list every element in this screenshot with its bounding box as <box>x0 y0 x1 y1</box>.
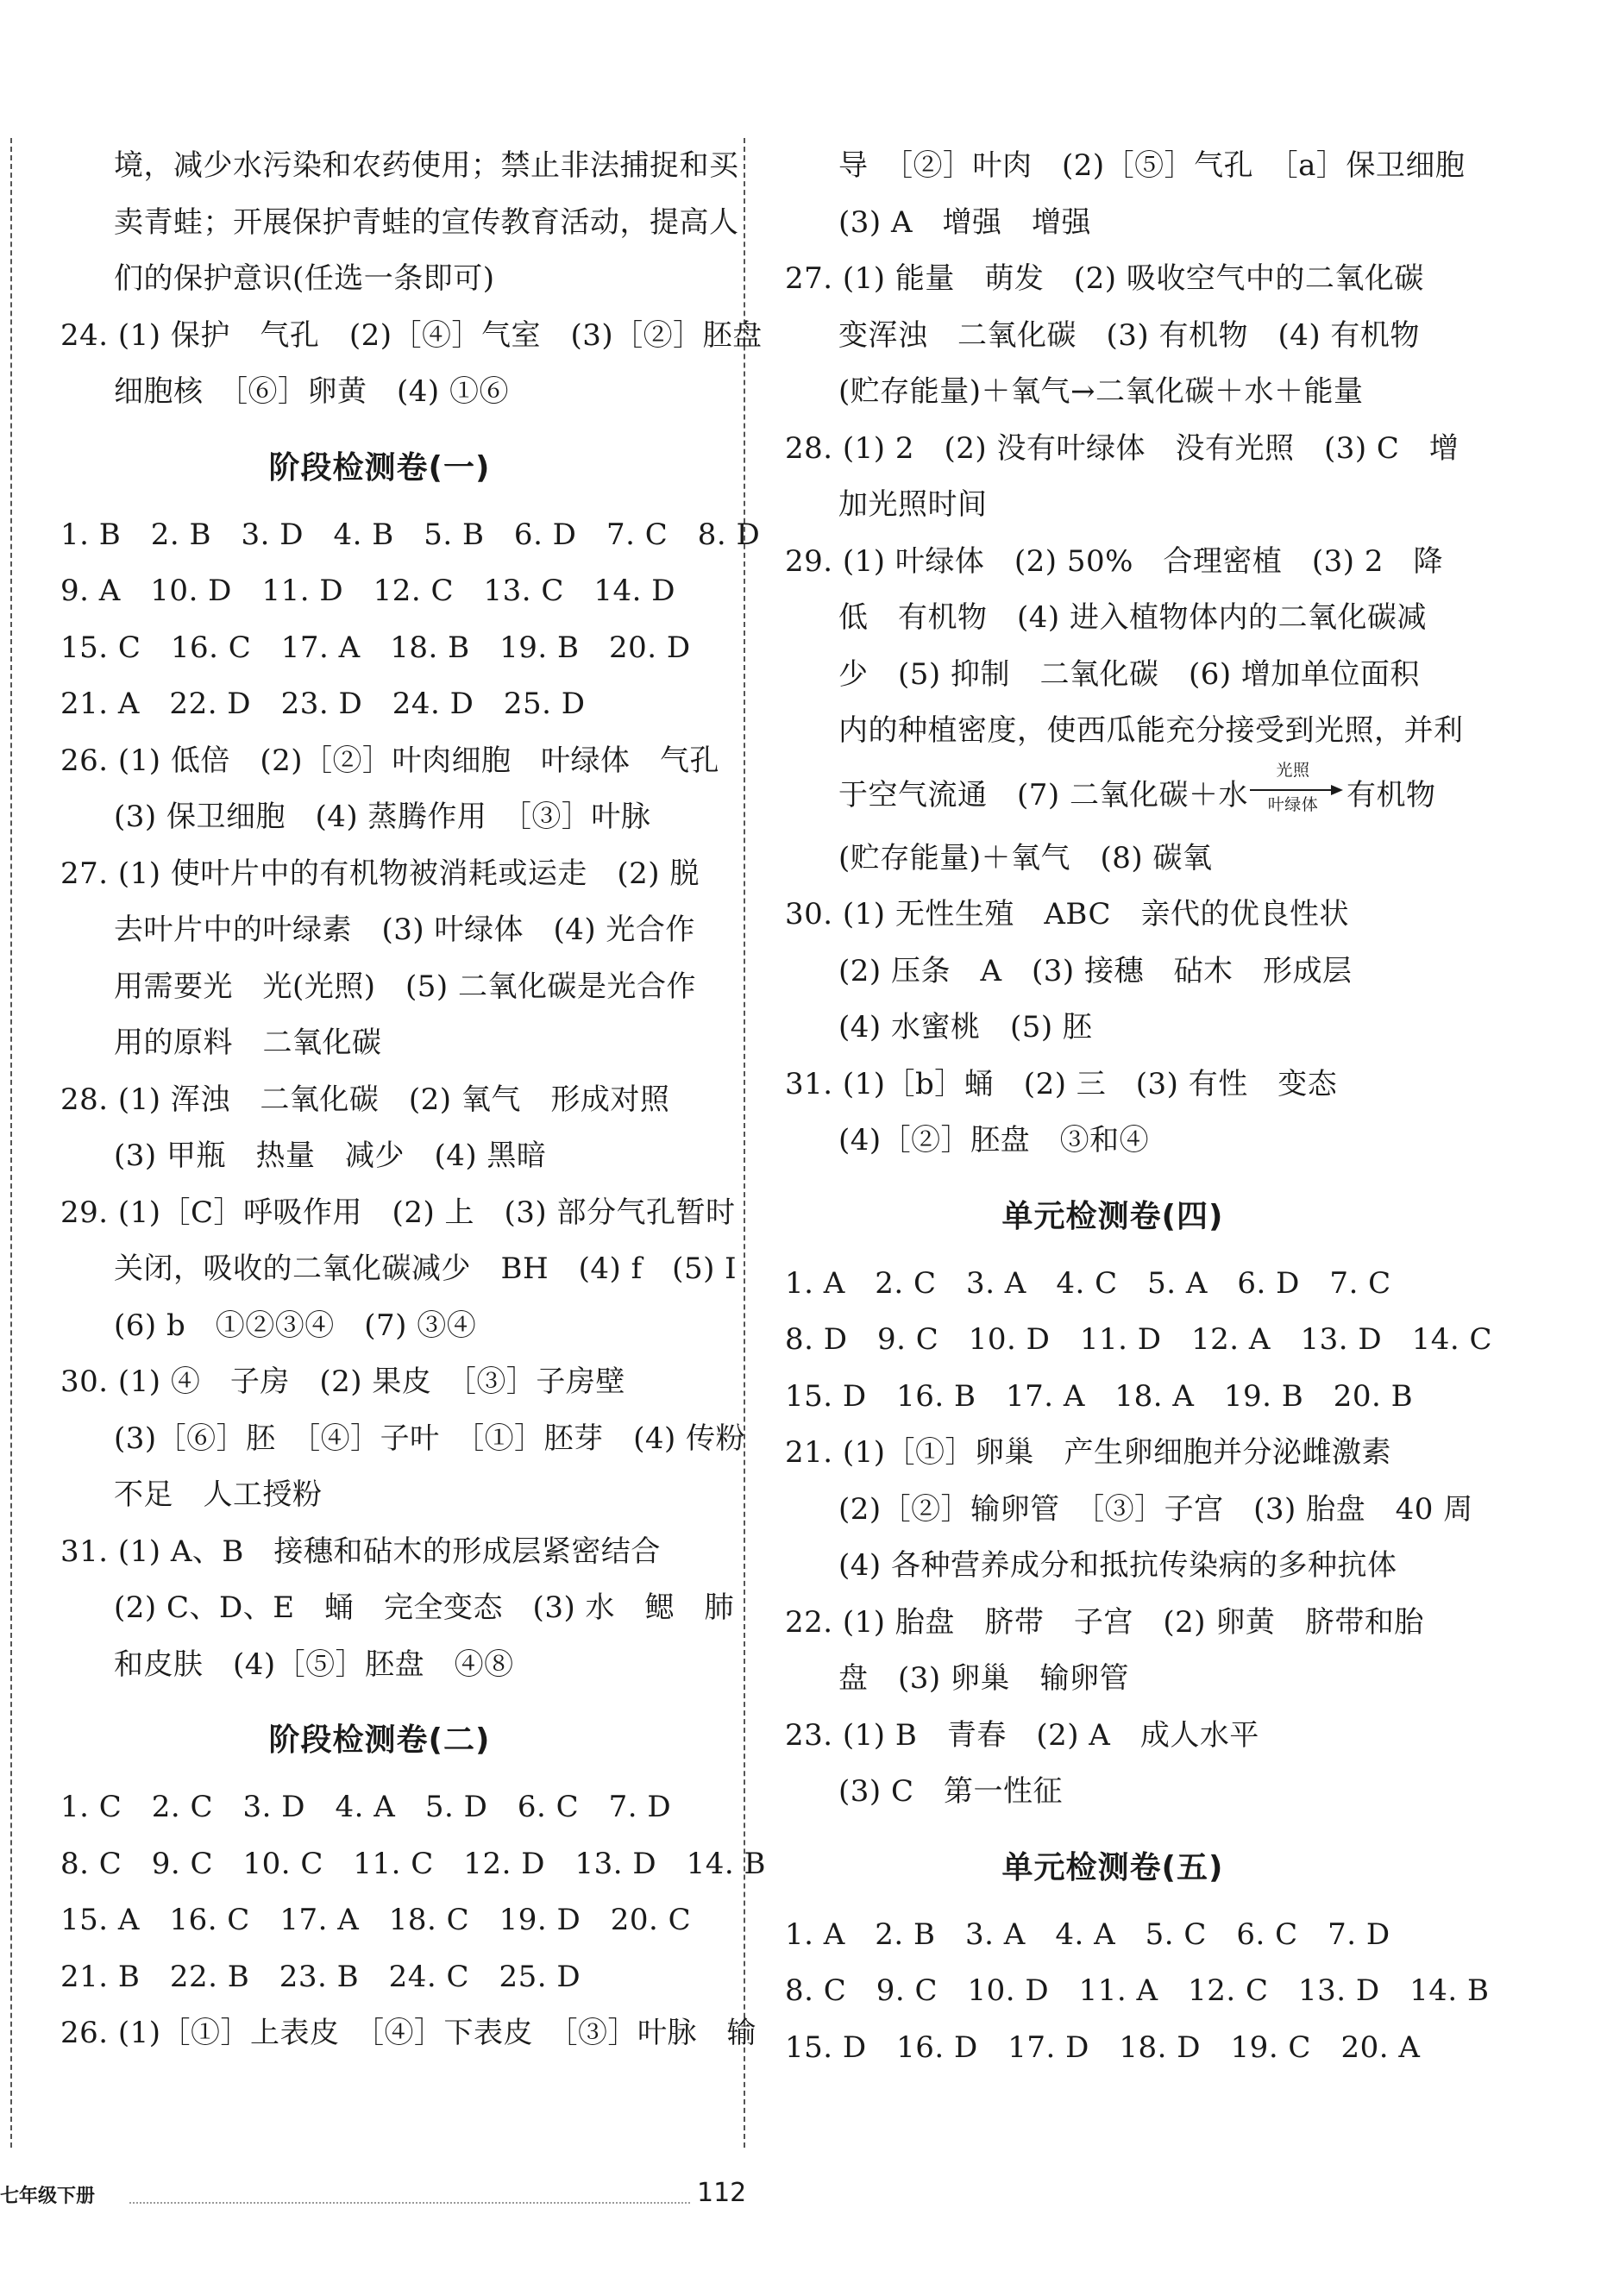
answer-line: 27. (1) 使叶片中的有机物被消耗或运走 (2) 脱 <box>60 856 700 891</box>
answer-line: (2) 压条 A (3) 接穗 砧木 形成层 <box>838 953 1353 988</box>
answer-line: 8. D 9. C 10. D 11. D 12. A 13. D 14. C <box>785 1322 1493 1357</box>
answer-line: 9. A 10. D 11. D 12. C 13. C 14. D <box>60 574 676 608</box>
answer-line: 境，减少水污染和农药使用；禁止非法捕捉和买 <box>114 148 739 183</box>
arrow-right-icon <box>1250 784 1345 796</box>
answer-line: 26. (1)［①］上表皮 ［④］下表皮 ［③］叶脉 输 <box>60 2016 757 2050</box>
answer-line: (4) 各种营养成分和抵抗传染病的多种抗体 <box>838 1548 1397 1583</box>
answer-line: 用需要光 光(光照) (5) 二氧化碳是光合作 <box>114 969 696 1004</box>
right-column <box>785 138 1493 2076</box>
answer-line: 1. C 2. C 3. D 4. A 5. D 6. C 7. D <box>60 1790 672 1824</box>
equation-left-side: 于空气流通 (7) 二氧化碳＋水 <box>838 777 1248 812</box>
grade-label: 七年级下册 <box>0 2186 96 2207</box>
answer-line: 21. A 22. D 23. D 24. D 25. D <box>60 687 586 721</box>
answer-line: 少 (5) 抑制 二氧化碳 (6) 增加单位面积 <box>838 656 1420 692</box>
answer-line: 和皮肤 (4)［⑤］胚盘 ④⑧ <box>114 1647 514 1682</box>
answer-line: 关闭，吸收的二氧化碳减少 BH (4) f (5) I <box>114 1252 738 1286</box>
answer-line: 15. C 16. C 17. A 18. B 19. B 20. D <box>60 630 691 665</box>
answer-line: 31. (1) A、B 接穗和砧木的形成层紧密结合 <box>60 1534 661 1569</box>
answer-line: 27. (1) 能量 萌发 (2) 吸收空气中的二氧化碳 <box>785 261 1424 296</box>
arrow-condition-top: 光照 <box>1276 760 1310 780</box>
answer-line: 21. (1)［①］卵巢 产生卵细胞并分泌雌激素 <box>785 1435 1392 1470</box>
answer-line: 盘 (3) 卵巢 输卵管 <box>838 1661 1129 1696</box>
answer-line: 21. B 22. B 23. B 24. C 25. D <box>60 1959 581 1994</box>
answer-line: 加光照时间 <box>838 487 988 522</box>
answer-line: 1. A 2. C 3. A 4. C 5. A 6. D 7. C <box>785 1265 1391 1301</box>
answer-line: 用的原料 二氧化碳 <box>114 1026 382 1060</box>
arrow-condition-bottom: 叶绿体 <box>1267 794 1319 814</box>
photosynthesis-equation-line <box>785 760 1441 831</box>
left-binding-line <box>10 138 12 2148</box>
answer-line: (3) 甲瓶 热量 减少 (4) 黑暗 <box>114 1139 547 1173</box>
section-heading: 阶段检测卷(二) <box>268 1722 491 1758</box>
footer-dotted-rule <box>129 2202 690 2204</box>
answer-line: (4) 水蜜桃 (5) 胚 <box>838 1010 1093 1044</box>
answer-line: 26. (1) 低倍 (2)［②］叶肉细胞 叶绿体 气孔 <box>60 743 720 778</box>
reaction-arrow <box>1250 760 1345 814</box>
answer-line: 卖青蛙；开展保护青蛙的宣传教育活动，提高人 <box>114 204 739 240</box>
answer-line: 30. (1) 无性生殖 ABC 亲代的优良性状 <box>785 897 1350 932</box>
answer-line: 24. (1) 保护 气孔 (2)［④］气室 (3)［②］胚盘 <box>60 317 763 353</box>
answer-line: 内的种植密度，使西瓜能充分接受到光照，并利 <box>838 713 1464 748</box>
answer-line: 不足 人工授粉 <box>114 1477 323 1512</box>
answer-line: 23. (1) B 青春 (2) A 成人水平 <box>785 1717 1259 1753</box>
answer-line: (3) A 增强 增强 <box>838 204 1092 240</box>
answer-line: 1. B 2. B 3. D 4. B 5. B 6. D 7. C 8. D <box>60 517 761 552</box>
left-column <box>60 138 766 2062</box>
answer-line: 22. (1) 胎盘 脐带 子宫 (2) 卵黄 脐带和胎 <box>785 1604 1424 1640</box>
answer-line: 28. (1) 2 (2) 没有叶绿体 没有光照 (3) C 增 <box>785 430 1459 466</box>
answer-line: 15. D 16. B 17. A 18. A 19. B 20. B <box>785 1378 1414 1414</box>
answer-line: 15. A 16. C 17. A 18. C 19. D 20. C <box>60 1903 692 1937</box>
answer-line: 8. C 9. C 10. C 11. C 12. D 13. D 14. B <box>60 1846 766 1881</box>
page-number: 112 <box>697 2178 747 2208</box>
section-heading: 阶段检测卷(一) <box>268 449 491 486</box>
answer-line: 1. A 2. B 3. A 4. A 5. C 6. C 7. D <box>785 1916 1390 1952</box>
answer-line: 15. D 16. D 17. D 18. D 19. C 20. A <box>785 2029 1421 2065</box>
answer-line: (2)［②］输卵管 ［③］子宫 (3) 胎盘 40 周 <box>838 1491 1473 1527</box>
answer-line: (3) 保卫细胞 (4) 蒸腾作用 ［③］叶脉 <box>114 800 651 834</box>
answer-line: 29. (1) 叶绿体 (2) 50% 合理密植 (3) 2 降 <box>785 543 1443 579</box>
page-footer <box>0 2178 776 2221</box>
answer-line: (贮存能量)＋氧气 (8) 碳氧 <box>838 840 1213 875</box>
answer-line: 8. C 9. C 10. D 11. A 12. C 13. D 14. B <box>785 1973 1490 2008</box>
section-heading: 单元检测卷(五) <box>1001 1849 1224 1885</box>
answer-line: 29. (1)［C］呼吸作用 (2) 上 (3) 部分气孔暂时 <box>60 1195 736 1230</box>
answer-line: 低 有机物 (4) 进入植物体内的二氧化碳减 <box>838 600 1427 635</box>
answer-line: 31. (1)［b］蛹 (2) 三 (3) 有性 变态 <box>785 1066 1338 1101</box>
answer-line: 细胞核 ［⑥］卵黄 (4) ①⑥ <box>114 374 509 409</box>
answer-line: 变浑浊 二氧化碳 (3) 有机物 (4) 有机物 <box>838 317 1420 353</box>
answer-line: (2) C、D、E 蛹 完全变态 (3) 水 鳃 肺 <box>114 1590 735 1625</box>
answer-line: 们的保护意识(任选一条即可) <box>114 261 495 296</box>
section-heading: 单元检测卷(四) <box>1001 1198 1224 1234</box>
answer-line: 30. (1) ④ 子房 (2) 果皮 ［③］子房壁 <box>60 1364 625 1399</box>
answer-line: (6) b ①②③④ (7) ③④ <box>114 1308 477 1343</box>
equation-right-side: 有机物 <box>1346 777 1436 812</box>
answer-line: (3) C 第一性征 <box>838 1774 1063 1809</box>
answer-line: 去叶片中的叶绿素 (3) 叶绿体 (4) 光合作 <box>114 913 695 947</box>
answer-line: (3)［⑥］胚 ［④］子叶 ［①］胚芽 (4) 传粉 <box>114 1421 746 1456</box>
answer-line: 28. (1) 浑浊 二氧化碳 (2) 氧气 形成对照 <box>60 1082 670 1117</box>
answer-line: 导 ［②］叶肉 (2)［⑤］气孔 ［a］保卫细胞 <box>838 148 1466 183</box>
answer-line: (贮存能量)＋氧气→二氧化碳＋水＋能量 <box>838 374 1364 409</box>
answer-line: (4)［②］胚盘 ③和④ <box>838 1123 1150 1157</box>
